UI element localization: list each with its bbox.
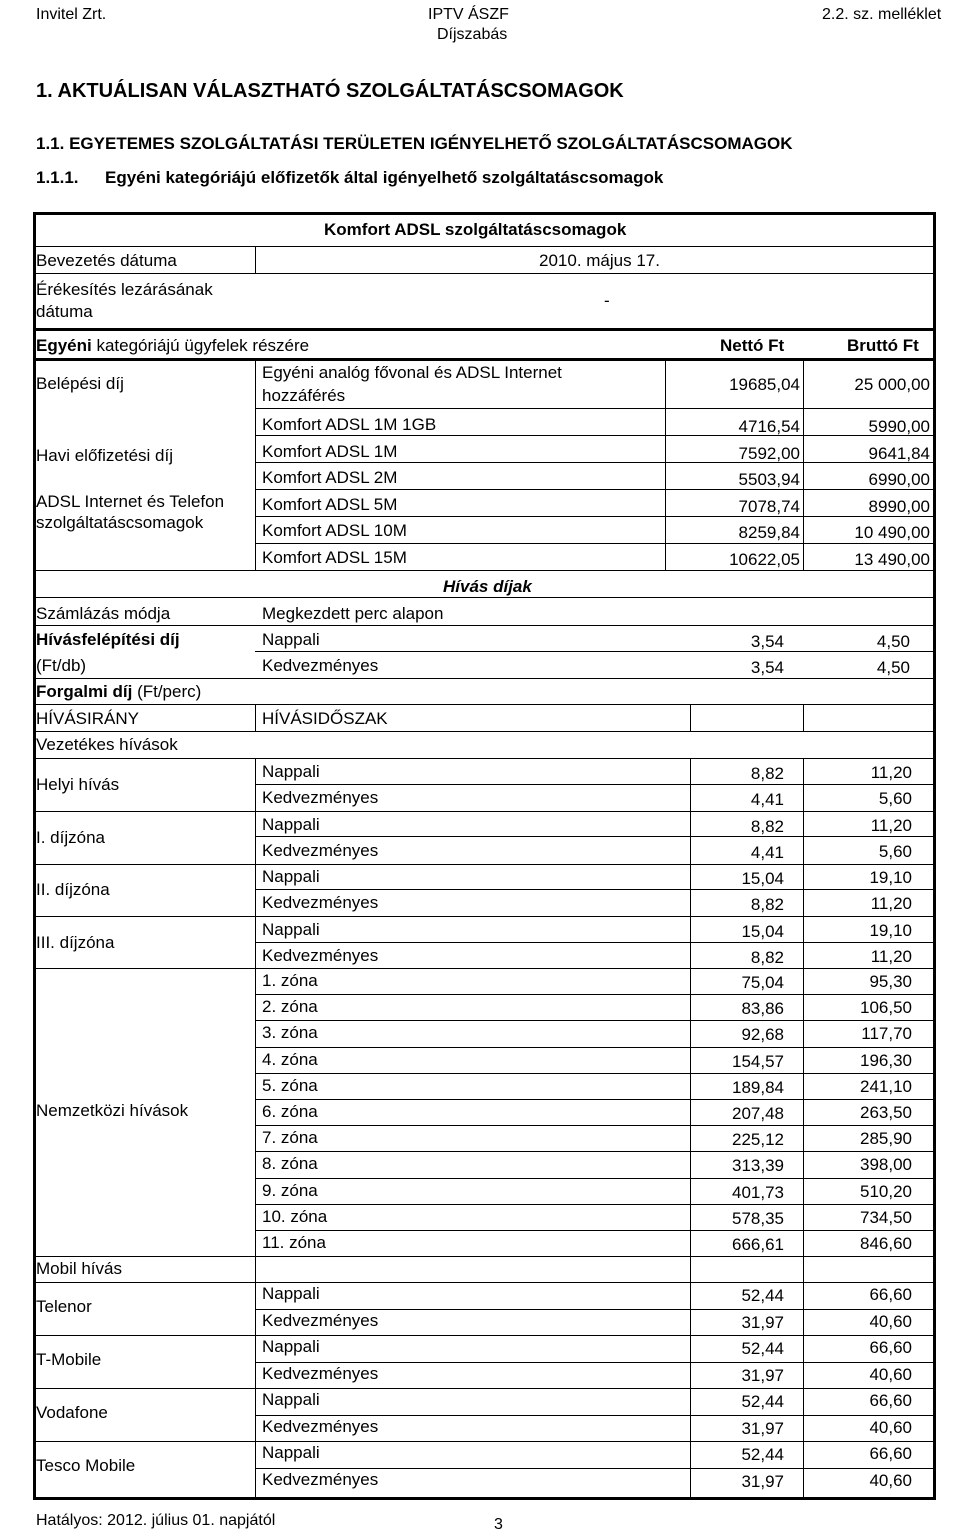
- grid-hline: [33, 246, 936, 247]
- grid-hline: [33, 678, 936, 679]
- mobile-calls-label: Mobil hívás: [36, 1259, 122, 1278]
- fixed-rate-period: Nappali: [262, 814, 320, 834]
- package-name: Komfort ADSL 10M: [262, 521, 407, 540]
- package-name: Komfort ADSL 1M 1GB: [262, 415, 437, 434]
- setup-gross: 4,50: [876, 658, 910, 677]
- setup-period: Kedvezményes: [262, 656, 379, 675]
- mobile-rate-gross: 66,60: [869, 1391, 912, 1410]
- grid-hline: [255, 1151, 935, 1152]
- fixed-rate-gross: 11,20: [870, 815, 912, 835]
- mobile-rate-period: Kedvezményes: [262, 1416, 379, 1436]
- document-subtitle: Díjszabás: [437, 26, 508, 43]
- mobile-group-label: Tesco Mobile: [36, 1456, 136, 1475]
- intl-rate-net: 666,61: [732, 1235, 784, 1254]
- intl-rate-gross: 510,20: [860, 1181, 912, 1201]
- setup-net: 3,54: [750, 632, 784, 651]
- package-name: Komfort ADSL 1M: [262, 441, 398, 461]
- intl-rate-gross: 285,90: [860, 1129, 912, 1149]
- billing-label: Számlázás módja: [36, 604, 171, 623]
- entry-gross: 25 000,00: [854, 375, 930, 394]
- grid-hline: [33, 916, 936, 917]
- mobile-rate-period: Nappali: [262, 1443, 320, 1462]
- fixed-rate-period: Kedvezményes: [262, 788, 379, 807]
- grid-hline: [33, 625, 936, 626]
- fixed-rate-gross: 5,60: [878, 841, 912, 861]
- grid-hline: [33, 731, 936, 732]
- fixed-rate-gross: 5,60: [878, 789, 912, 808]
- fixed-rate-net: 4,41: [750, 842, 784, 862]
- mobile-rate-gross: 40,60: [869, 1311, 912, 1331]
- grid-hline: [255, 1047, 935, 1048]
- fixed-rate-period: Nappali: [262, 919, 320, 939]
- heading-3-number: 1.1.1.: [36, 168, 79, 187]
- intro-date-label: Bevezetés dátuma: [36, 251, 177, 270]
- intl-rate-period: 5. zóna: [262, 1075, 318, 1095]
- grid-hline: [255, 1178, 935, 1179]
- intl-calls-label: Nemzetközi hívások: [36, 1101, 189, 1120]
- grid-hline: [33, 704, 936, 705]
- fixed-rate-period: Kedvezményes: [262, 840, 379, 860]
- page-number: 3: [494, 1516, 503, 1533]
- grid-vline: [255, 358, 256, 570]
- fixed-rate-gross: 11,20: [870, 894, 912, 913]
- mobile-rate-gross: 66,60: [869, 1285, 912, 1304]
- grid-hline: [33, 212, 936, 215]
- grid-hline: [33, 328, 936, 331]
- fixed-group-label: Helyi hívás: [36, 775, 120, 794]
- billing-value: Megkezdett perc alapon: [262, 604, 444, 623]
- package-net: 4716,54: [738, 417, 800, 436]
- mobile-rate-net: 31,97: [741, 1365, 784, 1385]
- package-gross: 10 490,00: [854, 523, 930, 542]
- intl-rate-period: 4. zóna: [262, 1049, 318, 1069]
- fixed-rate-net: 8,82: [750, 895, 784, 914]
- fixed-rate-gross: 19,10: [869, 920, 912, 940]
- package-name: Komfort ADSL 5M: [262, 494, 398, 514]
- fixed-rate-gross: 11,20: [870, 763, 912, 782]
- mobile-rate-net: 52,44: [741, 1339, 784, 1358]
- mobile-rate-gross: 40,60: [869, 1470, 912, 1490]
- gross-header: Bruttó Ft: [847, 336, 919, 355]
- fixed-group-label: III. díjzóna: [36, 932, 115, 952]
- grid-hline: [255, 1020, 935, 1021]
- mobile-rate-net: 31,97: [741, 1418, 784, 1438]
- intl-rate-period: 3. zóna: [262, 1023, 318, 1043]
- fixed-rate-gross: 11,20: [870, 946, 912, 966]
- intl-rate-period: 8. zóna: [262, 1154, 318, 1174]
- entry-fee-label: Belépési díj: [36, 374, 124, 393]
- mobile-rate-gross: 66,60: [869, 1444, 912, 1463]
- grid-vline: [803, 704, 804, 732]
- mobile-rate-net: 31,97: [741, 1471, 784, 1491]
- setup-fee-label: Hívásfelépítési díj: [36, 630, 180, 649]
- grid-hline: [255, 1099, 935, 1100]
- intl-rate-gross: 196,30: [860, 1050, 912, 1070]
- grid-hline: [33, 358, 936, 361]
- entry-net: 19685,04: [729, 375, 800, 394]
- mobile-rate-net: 52,44: [741, 1392, 784, 1411]
- package-gross: 6990,00: [868, 470, 930, 489]
- fixed-calls-label: Vezetékes hívások: [36, 735, 178, 754]
- heading-1: 1. AKTUÁLISAN VÁLASZTHATÓ SZOLGÁLTATÁSCSOMAGOK: [36, 80, 624, 102]
- intl-rate-gross: 398,00: [860, 1155, 912, 1175]
- mobile-group-label: Telenor: [36, 1297, 92, 1316]
- grid-vline: [255, 704, 256, 732]
- grid-hline: [33, 1388, 936, 1389]
- intl-rate-period: 9. zóna: [262, 1180, 318, 1200]
- intl-rate-gross: 106,50: [860, 998, 912, 1018]
- intl-rate-net: 401,73: [732, 1182, 784, 1202]
- grid-hline: [33, 570, 936, 571]
- intro-date-value: 2010. május 17.: [539, 251, 660, 270]
- package-name: Komfort ADSL 2M: [262, 468, 398, 487]
- grid-vline: [255, 758, 256, 1497]
- package-net: 7592,00: [738, 443, 800, 463]
- fixed-group-label: II. díjzóna: [36, 880, 110, 899]
- intl-rate-net: 225,12: [732, 1130, 784, 1150]
- bundle-label-line1: ADSL Internet és Telefon: [36, 492, 225, 511]
- intl-rate-net: 207,48: [732, 1104, 784, 1123]
- mobile-rate-period: Kedvezményes: [262, 1310, 379, 1330]
- traffic-fee-label: Forgalmi díj (Ft/perc): [36, 682, 202, 701]
- annex-label: 2.2. sz. melléklet: [822, 6, 942, 23]
- intl-rate-net: 313,39: [732, 1156, 784, 1176]
- grid-hline: [33, 968, 936, 969]
- package-net: 10622,05: [729, 549, 800, 569]
- package-gross: 9641,84: [868, 443, 930, 463]
- package-name: Komfort ADSL 15M: [262, 547, 407, 567]
- setup-gross: 4,50: [876, 632, 910, 651]
- intl-rate-period: 10. zóna: [262, 1206, 328, 1226]
- grid-hline: [255, 1415, 935, 1416]
- fixed-rate-period: Kedvezményes: [262, 945, 379, 965]
- intl-rate-net: 154,57: [732, 1051, 784, 1071]
- intl-rate-gross: 241,10: [860, 1076, 912, 1096]
- fixed-rate-period: Nappali: [262, 867, 320, 886]
- grid-vline: [933, 212, 936, 1500]
- mobile-rate-gross: 40,60: [869, 1364, 912, 1384]
- mobile-rate-period: Nappali: [262, 1284, 320, 1303]
- grid-hline: [255, 1309, 935, 1310]
- intl-rate-net: 578,35: [732, 1208, 784, 1228]
- fixed-rate-net: 15,04: [741, 869, 784, 888]
- grid-hline: [255, 1468, 935, 1469]
- mobile-rate-gross: 40,60: [869, 1417, 912, 1437]
- grid-hline: [33, 864, 936, 865]
- intl-rate-period: 2. zóna: [262, 997, 318, 1017]
- close-date-label-line2: dátuma: [36, 302, 93, 321]
- fixed-rate-net: 4,41: [750, 790, 784, 809]
- mobile-rate-period: Nappali: [262, 1337, 320, 1356]
- intl-rate-period: 11. zóna: [262, 1233, 326, 1252]
- package-title: Komfort ADSL szolgáltatáscsomagok: [324, 220, 627, 239]
- package-gross: 5990,00: [868, 417, 930, 436]
- intl-rate-gross: 846,60: [860, 1234, 912, 1253]
- intl-rate-gross: 734,50: [860, 1207, 912, 1227]
- monthly-fee-label: Havi előfizetési díj: [36, 446, 174, 465]
- grid-hline: [255, 942, 935, 943]
- grid-hline: [255, 408, 935, 409]
- grid-hline: [255, 1204, 935, 1205]
- grid-hline: [255, 784, 935, 785]
- intl-rate-period: 1. zóna: [262, 971, 318, 990]
- grid-hline: [33, 597, 936, 598]
- fixed-rate-period: Nappali: [262, 762, 320, 781]
- grid-vline: [690, 704, 691, 732]
- setup-net: 3,54: [750, 658, 784, 677]
- intl-rate-gross: 117,70: [861, 1024, 912, 1044]
- setup-period: Nappali: [262, 630, 320, 649]
- intl-rate-period: 6. zóna: [262, 1102, 318, 1121]
- grid-hline: [255, 1362, 935, 1363]
- mobile-rate-net: 52,44: [741, 1445, 784, 1464]
- fixed-rate-net: 8,82: [750, 816, 784, 836]
- mobile-group-label: T-Mobile: [36, 1350, 102, 1369]
- grid-hline: [33, 1256, 936, 1257]
- grid-hline: [255, 1230, 935, 1231]
- grid-vline: [255, 597, 256, 598]
- grid-hline: [255, 836, 935, 837]
- fixed-rate-gross: 19,10: [869, 868, 912, 887]
- call-fees-title: Hívás díjak: [443, 577, 532, 596]
- grid-vline: [255, 246, 256, 274]
- grid-hline: [255, 1125, 935, 1126]
- grid-hline: [33, 1441, 936, 1442]
- grid-hline: [255, 543, 935, 544]
- mobile-rate-net: 52,44: [741, 1286, 784, 1305]
- intl-rate-gross: 263,50: [860, 1103, 912, 1122]
- close-date-label-line1: Érékesítés lezárásának: [36, 280, 213, 299]
- setup-fee-unit: (Ft/db): [36, 656, 87, 675]
- net-header: Nettó Ft: [720, 336, 785, 355]
- package-gross: 8990,00: [868, 496, 930, 516]
- mobile-rate-net: 31,97: [741, 1312, 784, 1332]
- grid-hline: [33, 811, 936, 812]
- period-label: HÍVÁSIDŐSZAK: [262, 709, 388, 728]
- grid-hline: [255, 994, 935, 995]
- heading-3-text: Egyéni kategóriájú előfizetők által igényelhető szolgáltatáscsomagok: [105, 168, 664, 187]
- entry-desc-line1: Egyéni analóg fővonal és ADSL Internet: [262, 363, 562, 382]
- entry-desc-line2: hozzáférés: [262, 386, 346, 405]
- grid-hline: [33, 758, 936, 759]
- package-net: 8259,84: [738, 523, 800, 542]
- mobile-group-label: Vodafone: [36, 1403, 108, 1422]
- heading-2: 1.1. EGYETEMES SZOLGÁLTATÁSI TERÜLETEN IGÉNYELHETŐ SZOLGÁLTATÁSCSOMAGOK: [36, 134, 793, 153]
- mobile-rate-period: Kedvezményes: [262, 1363, 379, 1383]
- package-net: 7078,74: [738, 496, 800, 516]
- grid-hline: [33, 1497, 936, 1500]
- fixed-rate-period: Kedvezményes: [262, 893, 379, 912]
- intl-rate-gross: 95,30: [869, 972, 912, 991]
- document-name: IPTV ÁSZF: [428, 6, 509, 23]
- intl-rate-net: 189,84: [732, 1077, 784, 1097]
- company-name: Invitel Zrt.: [36, 6, 107, 23]
- direction-label: HÍVÁSIRÁNY: [36, 709, 139, 728]
- grid-hline: [33, 1335, 936, 1336]
- intl-rate-net: 83,86: [741, 999, 784, 1019]
- intl-rate-net: 92,68: [741, 1025, 784, 1045]
- grid-hline: [255, 889, 935, 890]
- package-gross: 13 490,00: [854, 549, 930, 569]
- fixed-rate-net: 15,04: [741, 921, 784, 941]
- intl-rate-period: 7. zóna: [262, 1128, 318, 1148]
- grid-hline: [33, 1282, 936, 1283]
- fixed-rate-net: 8,82: [750, 764, 784, 783]
- intl-rate-net: 75,04: [741, 973, 784, 992]
- close-date-value: -: [604, 291, 610, 310]
- fixed-group-label: I. díjzóna: [36, 827, 105, 847]
- bundle-label-line2: szolgáltatáscsomagok: [36, 513, 204, 532]
- mobile-rate-period: Nappali: [262, 1390, 320, 1409]
- segment-label: Egyéni kategóriájú ügyfelek részére: [36, 336, 310, 355]
- grid-hline: [33, 273, 936, 274]
- package-net: 5503,94: [738, 470, 800, 489]
- grid-hline: [255, 1073, 935, 1074]
- mobile-rate-period: Kedvezményes: [262, 1469, 379, 1489]
- mobile-rate-gross: 66,60: [869, 1338, 912, 1357]
- effective-date: Hatályos: 2012. július 01. napjától: [36, 1512, 276, 1529]
- fixed-rate-net: 8,82: [750, 947, 784, 967]
